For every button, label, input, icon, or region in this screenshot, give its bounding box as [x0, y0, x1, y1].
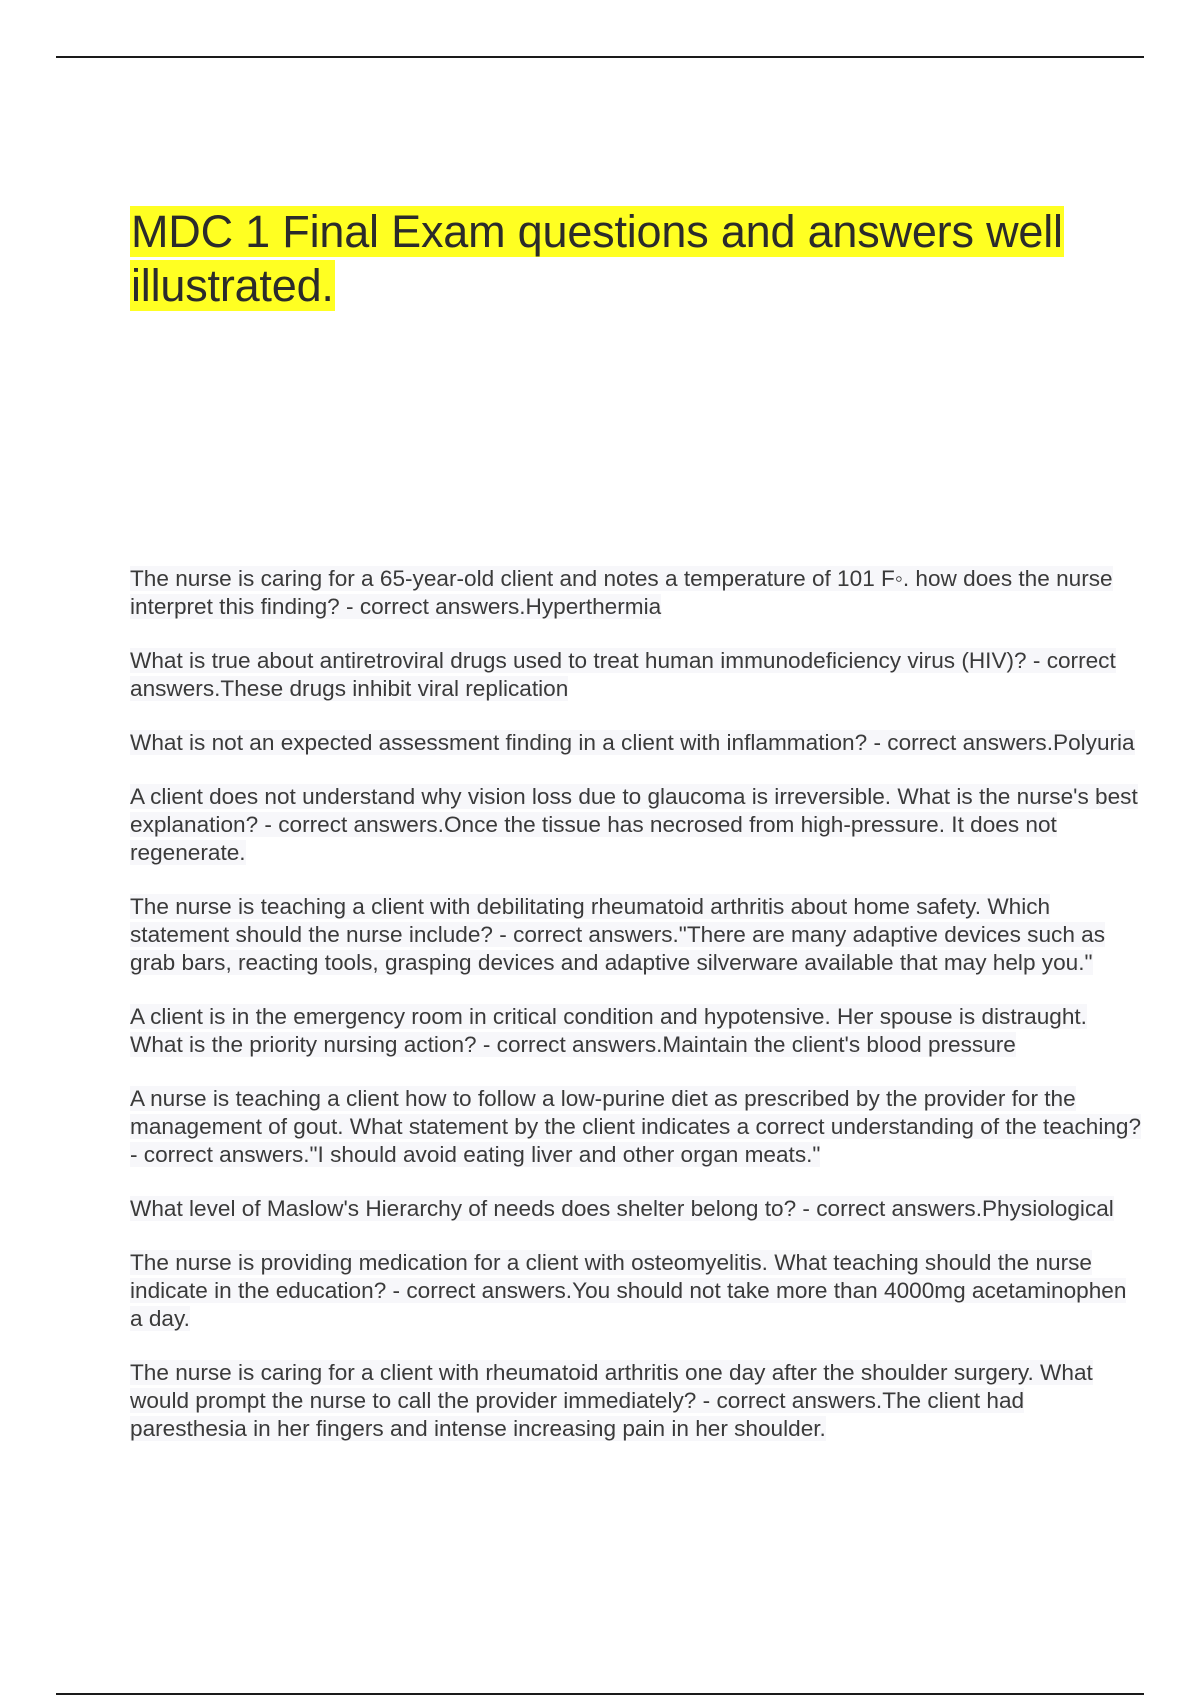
qa-item [130, 565, 1145, 621]
qa-item [130, 1195, 1145, 1223]
qa-item-text: What level of Maslow's Hierarchy of needs does shelter belong to? - correct answers.Physiological [130, 1196, 1114, 1221]
qa-item [130, 647, 1145, 703]
qa-item-text: A client is in the emergency room in critical condition and hypotensive. Her spouse is distraught. What is the priority nursing action? - correct answers.Maintain the client's blood pressure [130, 1004, 1087, 1057]
qa-list [130, 565, 1145, 1469]
qa-item [130, 1085, 1145, 1169]
qa-item [130, 893, 1145, 977]
qa-item-text: A nurse is teaching a client how to follow a low-purine diet as prescribed by the provider for the management of gout. What statement by the client indicates a correct understanding of the teaching? - correct answers."I should avoid eating liver and other organ meats." [130, 1086, 1142, 1167]
qa-item-text: The nurse is teaching a client with debilitating rheumatoid arthritis about home safety. Which statement should the nurse include? - correct answers."There are many adaptive devices such as grab bars, reacting tools, grasping devices and adaptive silverware available that may help you." [130, 894, 1106, 975]
document-title [130, 205, 1145, 313]
qa-item-text: The nurse is providing medication for a client with osteomyelitis. What teaching should the nurse indicate in the education? - correct answers.You should not take more than 4000mg acetaminophen a day. [130, 1250, 1127, 1331]
top-rule [56, 56, 1144, 58]
qa-item [130, 1359, 1145, 1443]
document-title-text: MDC 1 Final Exam questions and answers well illustrated. [131, 206, 1063, 311]
bottom-rule [56, 1693, 1144, 1695]
qa-item-text: The nurse is caring for a client with rheumatoid arthritis one day after the shoulder surgery. What would prompt the nurse to call the provider immediately? - correct answers.The client had paresthesia in her fingers and intense increasing pain in her shoulder. [130, 1360, 1093, 1441]
qa-item [130, 729, 1145, 757]
title-block [130, 205, 1145, 313]
qa-item [130, 1249, 1145, 1333]
qa-item-text: The nurse is caring for a 65-year-old client and notes a temperature of 101 F◦. how does the nurse interpret this finding? - correct answers.Hyperthermia [130, 566, 1113, 619]
qa-item-text: What is true about antiretroviral drugs used to treat human immunodeficiency virus (HIV)? - correct answers.These drugs inhibit viral replication [130, 648, 1116, 701]
qa-item [130, 783, 1145, 867]
qa-item-text: A client does not understand why vision loss due to glaucoma is irreversible. What is the nurse's best explanation? - correct answers.Once the tissue has necrosed from high-pressure. It does not regenerate. [130, 784, 1138, 865]
qa-item [130, 1003, 1145, 1059]
qa-item-text: What is not an expected assessment finding in a client with inflammation? - correct answers.Polyuria [130, 730, 1135, 755]
